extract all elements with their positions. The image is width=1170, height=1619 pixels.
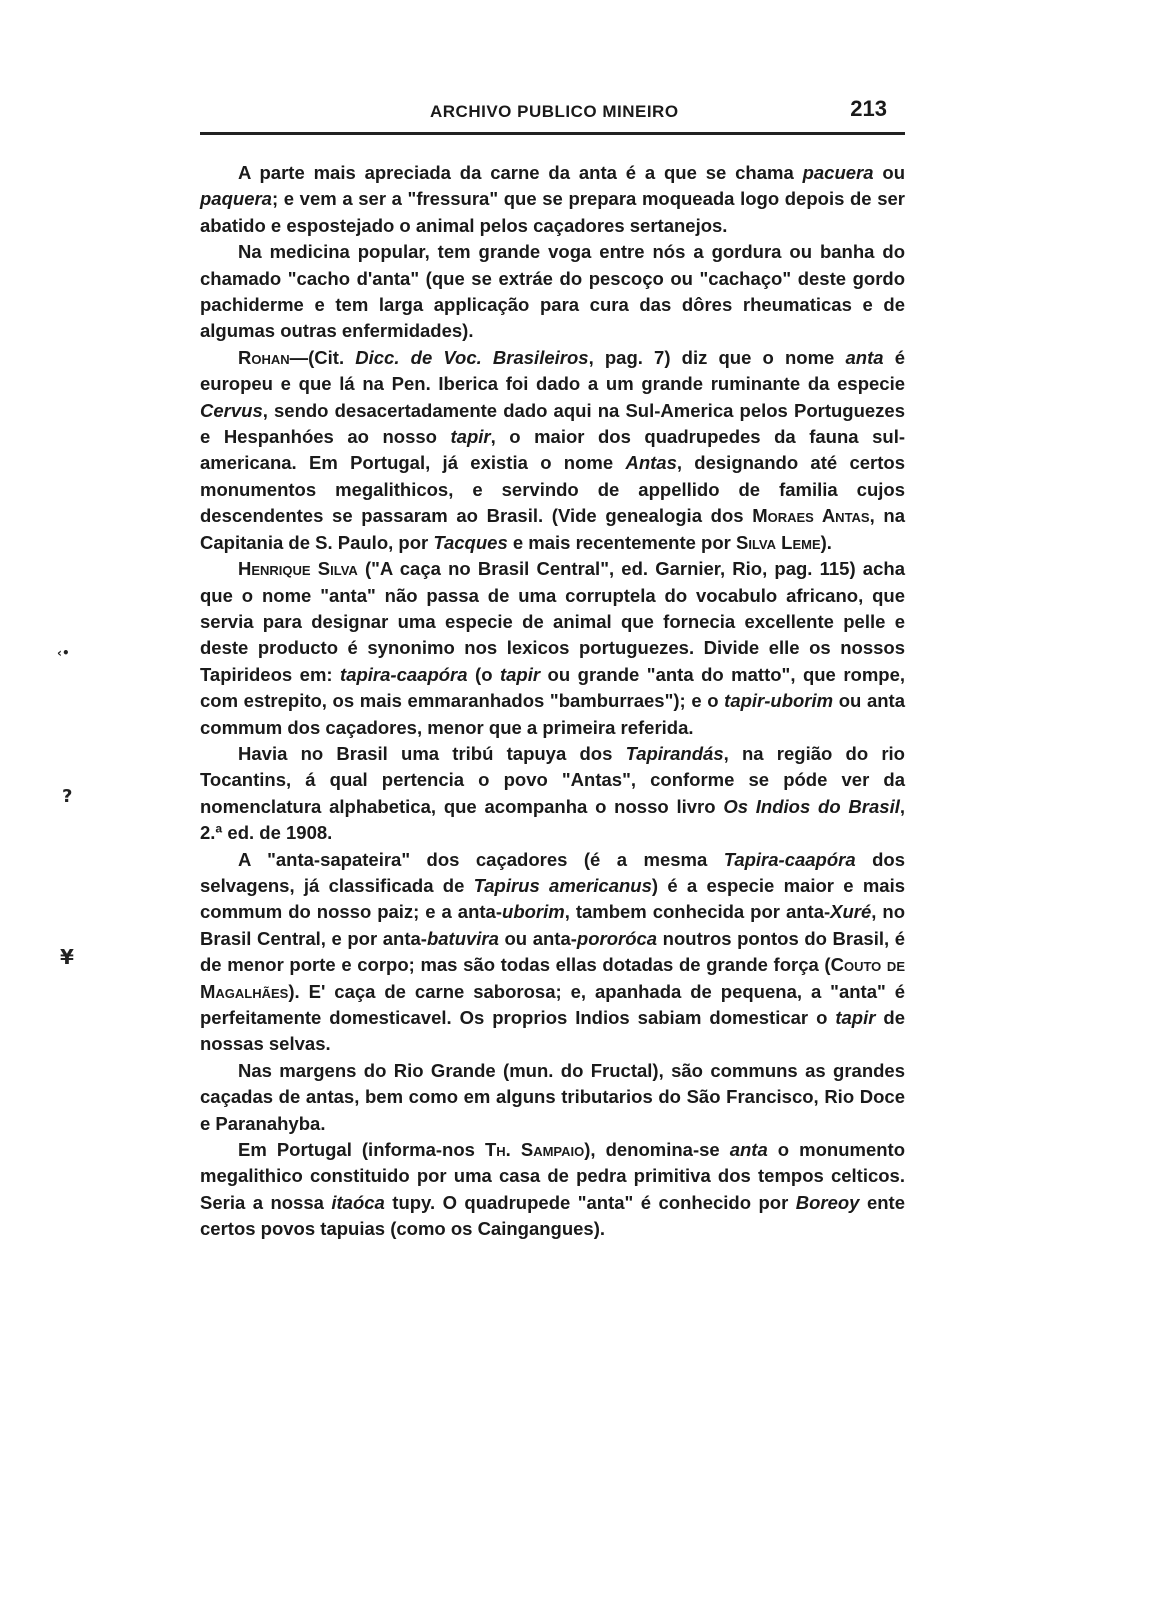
text-run: ). E' caça de carne saborosa; e, apanhada de pequena, a "anta" é perfeitamente domesticavel. Os proprios Indios sabiam domesticar o (200, 980, 905, 1028)
text-run: ; e vem a ser a "fressura" que se prepara moqueada logo depois de ser abatido e espostejado o animal pelos caçadores sertanejos. (200, 188, 905, 236)
text-run: Em Portugal (informa-nos (238, 1139, 485, 1161)
paragraph (200, 556, 905, 741)
author-name: Henrique Silva (238, 558, 358, 580)
author-name: Th. Sampaio (484, 1139, 585, 1161)
text-run: tupy. O quadrupede "anta" é conhecido por (384, 1191, 796, 1213)
margin-mark: ‹• (57, 646, 70, 660)
text-run: ), denomina-se (584, 1139, 730, 1161)
text-run: , na Capitania de S. Paulo, por (200, 505, 905, 553)
paragraph (200, 345, 905, 556)
margin-mark: ? (62, 786, 73, 807)
italic-term: Tapirandás (625, 742, 724, 764)
author-name: Couto de Magalhães (200, 954, 905, 1002)
paragraph (200, 847, 905, 1058)
text-run: , no Brasil Central, e por anta- (200, 901, 906, 949)
text-run: Na medicina popular, tem grande voga entre nós a gordura ou banha do chamado "cacho d'anta" (que se extráe do pescoço ou "cachaço" deste gordo pachiderme e tem larga applicação para cura das dôres rheumaticas e de algumas outras enfermidades). (200, 241, 905, 342)
text-run: ou anta commum dos caçadores, menor que a primeira referida. (200, 690, 905, 738)
italic-term: Dicc. de Voc. Brasileiros (355, 346, 589, 368)
italic-term: Os Indios do Brasil (723, 795, 900, 817)
paragraph (200, 741, 905, 847)
text-run: o monumento megalithico constituido por uma casa de pedra primitiva dos tempos celticos. Seria a nossa (200, 1139, 905, 1213)
text-run: A parte mais apreciada da carne da anta é a que se chama (238, 162, 803, 183)
italic-term: tapir-uborim (724, 690, 834, 712)
italic-term: anta (845, 346, 884, 368)
author-name: Rohan (238, 346, 290, 368)
page-header (200, 96, 905, 132)
page-number: 213 (850, 96, 887, 121)
italic-term: tapir (450, 426, 491, 448)
paragraph (200, 160, 905, 239)
italic-term: batuvira (426, 927, 499, 949)
italic-term: itaóca (331, 1191, 385, 1213)
italic-term: Tapira-caapóra (723, 848, 856, 870)
paragraph (200, 239, 905, 345)
text-run: ou anta- (498, 927, 577, 949)
text-run: , sendo desacertadamente dado aqui na Sul-America pelos Portuguezes e Hespanhóes ao nosso (200, 399, 905, 448)
body-text (200, 160, 905, 1243)
italic-term: Boreoy (795, 1191, 860, 1213)
text-run: Havia no Brasil uma tribú tapuya dos (238, 742, 626, 764)
text-run: ou (873, 162, 905, 183)
text-run: noutros pontos do Brasil, é de menor porte e corpo; mas são todas ellas dotadas de grande força ( (200, 927, 905, 976)
header-rule (200, 132, 905, 135)
text-run: é europeu e que lá na Pen. Iberica foi dado a um grande ruminante da especie (200, 346, 905, 395)
italic-term: tapira-caapóra (340, 663, 468, 685)
margin-mark: ¥ (60, 945, 74, 969)
paragraph (200, 1058, 905, 1137)
paragraph (200, 1137, 905, 1243)
italic-term: paquera (200, 188, 272, 210)
text-run: A "anta-sapateira" dos caçadores (é a mesma (238, 848, 724, 870)
text-run: , pag. 7) diz que o nome (588, 346, 846, 368)
text-run: e mais recentemente por (507, 531, 736, 553)
italic-term: Antas (625, 452, 677, 474)
text-run: Nas margens do Rio Grande (mun. do Fructal), são communs as grandes caçadas de antas, bem como em alguns tributarios do São Francisco, Rio Doce e Paranahyba. (200, 1059, 905, 1134)
italic-term: tapir (835, 1007, 876, 1028)
italic-term: tapir (499, 663, 541, 685)
text-run: , tambem conhecida por anta- (564, 901, 831, 923)
text-run: dos selvagens, já classificada de (200, 848, 905, 896)
italic-term: pacuera (802, 162, 874, 183)
italic-term: Tacques (433, 531, 508, 553)
text-run: ) é a especie maior e mais commum do nosso paiz; e a anta- (200, 874, 905, 923)
text-run: ). (820, 531, 832, 553)
text-run: ou grande "anta do matto", que rompe, com estrepito, os mais emmaranhados "bamburraes"); e o (200, 663, 905, 712)
italic-term: Cervus (200, 399, 263, 421)
italic-term: Xuré (830, 901, 872, 923)
text-run: , 2.ª ed. de 1908. (200, 795, 905, 844)
text-run: , na região do rio Tocantins, á qual pertencia o povo "Antas", conforme se póde ver da nomenclatura alphabetica, que acompanha o nosso livro (200, 742, 905, 817)
italic-term: pororóca (576, 927, 658, 949)
text-run: —(Cit. (289, 346, 356, 368)
author-name: Silva Leme (736, 531, 821, 553)
text-run: (o (467, 663, 500, 685)
running-title: ARCHIVO PUBLICO MINEIRO (430, 102, 679, 121)
text-run: , o maior dos quadrupedes da fauna sul-americana. Em Portugal, já existia o nome (200, 426, 905, 474)
italic-term: uborim (502, 901, 565, 923)
text-run: ente certos povos tapuias (como os Caingangues). (200, 1191, 905, 1240)
text-run: ("A caça no Brasil Central", ed. Garnier, Rio, pag. 115) acha que o nome "anta" não passa de uma corruptela do vocabulo africano, que servia para designar uma especie de animal que fornecia excellente pelle e deste producto é synonimo nos lexicos portuguezes. Divide elle os nossos Tapirideos em: (200, 558, 905, 685)
text-run: de nossas selvas. (200, 1007, 905, 1055)
text-run: , designando até certos monumentos megalithicos, e servindo de appellido de familia cujos descendentes se passaram ao Brasil. (Vide genealogia dos (200, 452, 905, 527)
italic-term: anta (729, 1139, 768, 1161)
italic-term: Tapirus americanus (473, 874, 652, 896)
author-name: Moraes Antas (752, 505, 870, 527)
